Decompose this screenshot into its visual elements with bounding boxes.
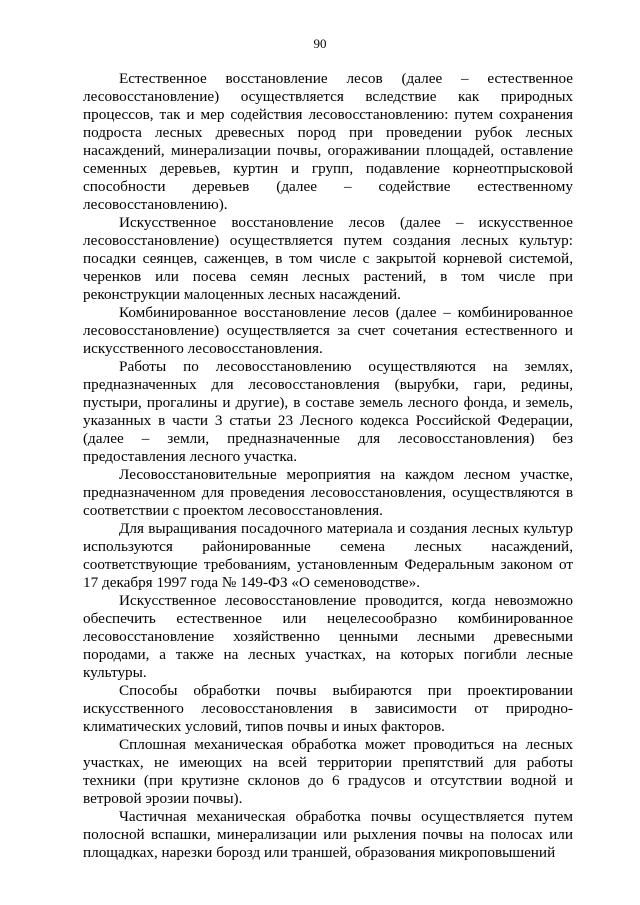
- paragraph-reforestation-project: Лесовосстановительные мероприятия на каждом лесном участке, предназначенном для проведения лесовосстановления, осуществляются в соответствии с проектом лесовосстановления.: [83, 466, 573, 519]
- page-number: 90: [313, 36, 327, 51]
- paragraph-partial-treatment: Частичная механическая обработка почвы осуществляется путем полосной вспашки, минерализации или рыхления почвы на полосах или площадках, нарезки борозд или траншей, образования микроповышений: [83, 808, 573, 861]
- paragraph-artificial-reforestation: Искусственное восстановление лесов (далее – искусственное лесовосстановление) осуществляется путем создания лесных культур: посадки сеянцев, саженцев, в том числе с закрытой корневой системой, черенков или посева семян лесных растений, в том числе при реконструкции малоценных лесных насаждений.: [83, 214, 573, 303]
- document-body: [83, 70, 573, 862]
- paragraph-reforestation-lands: Работы по лесовосстановлению осуществляются на землях, предназначенных для лесовосстановления (вырубки, гари, редины, пустыри, прогалины и другие), в составе земель лесного фонда, и земель, указанных в части 3 статьи 23 Лесного кодекса Российской Федерации, (далее – земли, предназначенные для лесовосстановления) без предоставления лесного участка.: [83, 358, 573, 465]
- paragraph-continuous-treatment: Сплошная механическая обработка может проводиться на лесных участках, не имеющих на всей территории препятствий для работы техники (при крутизне склонов до 6 градусов и отсутствии водной и ветровой эрозии почвы).: [83, 736, 573, 807]
- paragraph-seed-material: Для выращивания посадочного материала и создания лесных культур используются районированные семена лесных насаждений, соответствующие требованиям, установленным Федеральным законом от 17 декабря 1997 года № 149-ФЗ «О семеноводстве».: [83, 520, 573, 591]
- paragraph-when-artificial: Искусственное лесовосстановление проводится, когда невозможно обеспечить естественное или нецелесообразно комбинированное лесовосстановление хозяйственно ценными лесными древесными породами, а также на лесных участках, на которых погибли лесные культуры.: [83, 592, 573, 681]
- paragraph-natural-reforestation: Естественное восстановление лесов (далее – естественное лесовосстановление) осуществляется вследствие как природных процессов, так и мер содействия лесовосстановлению: путем сохранения подроста лесных древесных пород при проведении рубок лесных насаждений, минерализации почвы, огораживании площадей, оставление семенных деревьев, куртин и групп, подавление корнеотпрысковой способности деревьев (далее – содействие естественному лесовосстановлению).: [83, 70, 573, 213]
- paragraph-combined-reforestation: Комбинированное восстановление лесов (далее – комбинированное лесовосстановление) осуществляется за счет сочетания естественного и искусственного лесовосстановления.: [83, 304, 573, 357]
- paragraph-soil-treatment-methods: Способы обработки почвы выбираются при проектировании искусственного лесовосстановления в зависимости от природно-климатических условий, типов почвы и иных факторов.: [83, 682, 573, 735]
